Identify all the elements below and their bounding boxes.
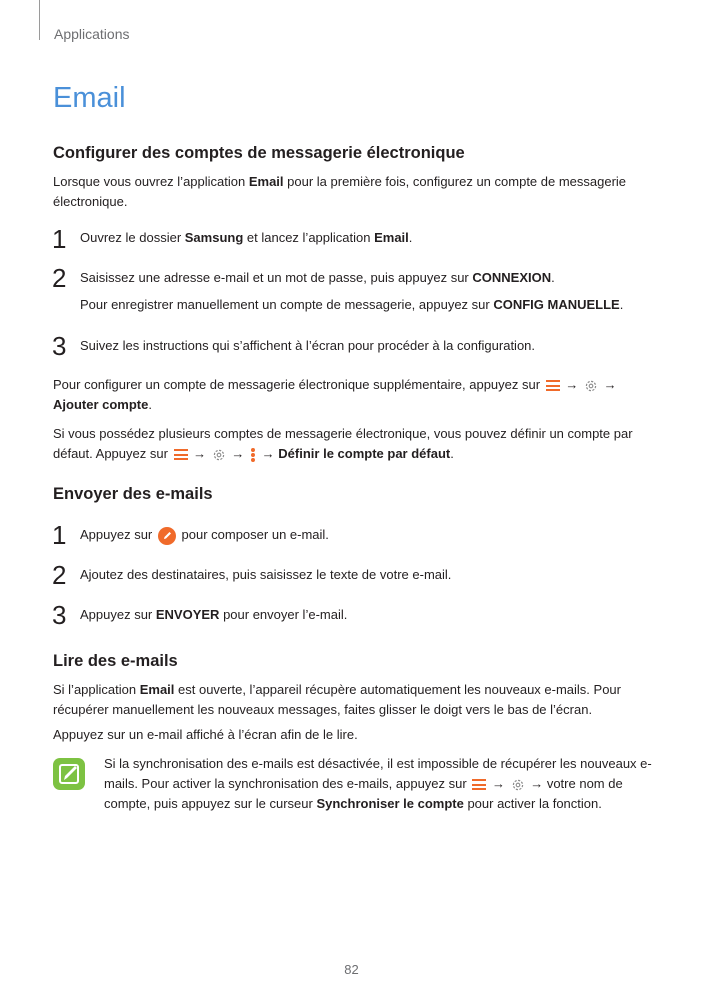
step-number: 2 bbox=[52, 560, 67, 590]
step-text: Saisissez une adresse e-mail et un mot de passe, puis appuyez sur CONNEXION. bbox=[80, 270, 555, 285]
extra-account-paragraph: Pour configurer un compte de messagerie électronique supplémentaire, appuyez sur → → Ajouter compte. bbox=[53, 377, 617, 412]
page-title: Email bbox=[53, 82, 126, 114]
read-paragraph-2: Appuyez sur un e-mail affiché à l’écran afin de le lire. bbox=[53, 727, 358, 742]
step-number: 2 bbox=[52, 263, 67, 293]
menu-icon bbox=[472, 779, 486, 790]
compose-icon bbox=[158, 527, 176, 545]
gear-icon bbox=[511, 778, 525, 792]
section-heading-read: Lire des e-mails bbox=[53, 652, 178, 670]
step-number: 3 bbox=[52, 600, 67, 630]
section-heading-configure: Configurer des comptes de messagerie électronique bbox=[53, 144, 465, 162]
step-number: 1 bbox=[52, 224, 67, 254]
step-text: Appuyez sur pour composer un e-mail. bbox=[80, 525, 660, 545]
step-number: 1 bbox=[52, 520, 67, 550]
menu-icon bbox=[546, 380, 560, 391]
section-heading-send: Envoyer des e-mails bbox=[53, 485, 213, 503]
header-divider bbox=[39, 0, 40, 40]
step-text: Suivez les instructions qui s’affichent à l’écran pour procéder à la configuration. bbox=[80, 338, 536, 353]
intro-paragraph: Lorsque vous ouvrez l’application Email pour la première fois, configurez un compte de messagerie électronique. bbox=[53, 174, 627, 209]
page-number: 82 bbox=[344, 962, 359, 977]
step-number: 3 bbox=[52, 331, 67, 361]
step-text: Ouvrez le dossier Samsung et lancez l’application Email. bbox=[80, 230, 413, 245]
read-paragraph: Si l’application Email est ouverte, l’appareil récupère automatiquement les nouveaux e-mails. Pour récupérer manuellement les nouveaux messages, faites glisser le doigt vers le bas de l’écran. bbox=[53, 682, 621, 717]
gear-icon bbox=[584, 379, 598, 393]
step-text: Ajoutez des destinataires, puis saisissez le texte de votre e-mail. bbox=[80, 567, 452, 582]
menu-icon bbox=[174, 449, 188, 460]
gear-icon bbox=[212, 448, 226, 462]
more-options-icon bbox=[251, 448, 255, 462]
default-account-paragraph: Si vous possédez plusieurs comptes de messagerie électronique, vous pouvez définir un compte par défaut. Appuyez sur → → → Définir le compte par défaut. bbox=[53, 426, 633, 461]
header-title: Applications bbox=[54, 26, 130, 42]
step-sub-text: Pour enregistrer manuellement un compte de messagerie, appuyez sur CONFIG MANUELLE. bbox=[80, 297, 624, 312]
note-text: Si la synchronisation des e-mails est désactivée, il est impossible de récupérer les nouveaux e-mails. Pour activer la synchronisation des e-mails, appuyez sur → → votre nom de compte, puis appuyez sur le curseur Synchroniser le compte pour activer la fonction. bbox=[104, 756, 652, 811]
note-icon bbox=[53, 758, 85, 790]
step-text: Appuyez sur ENVOYER pour envoyer l’e-mail. bbox=[80, 607, 348, 622]
